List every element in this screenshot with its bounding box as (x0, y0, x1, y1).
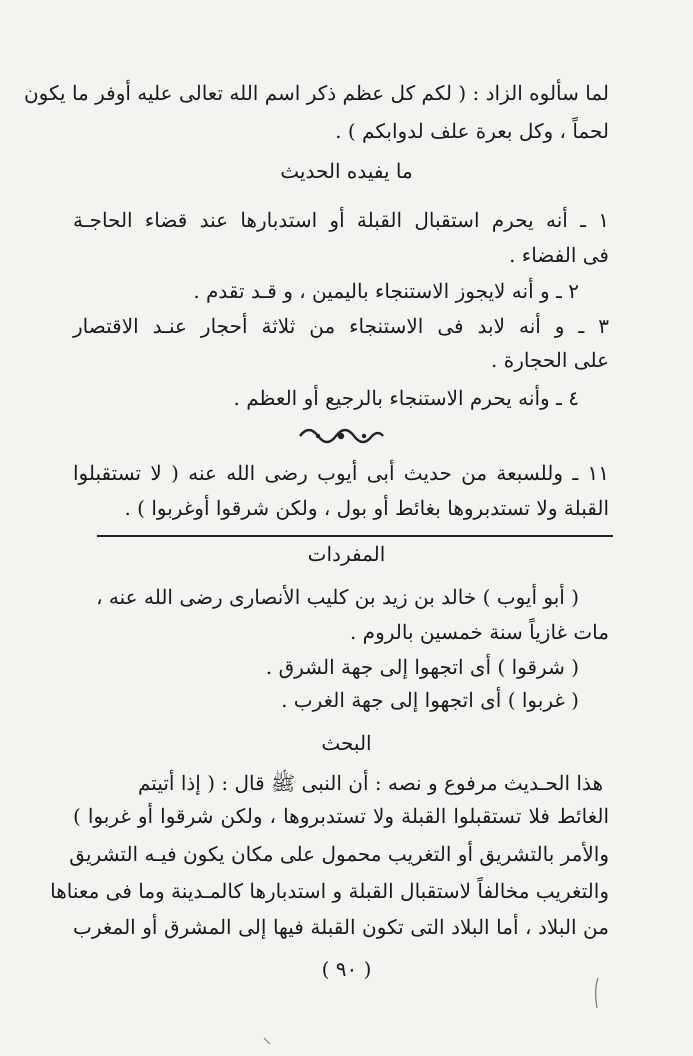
benefit-line-4: ٣ ـ و أنه لابد فى الاستنجاء من ثلاثة أحجار عنـد الاقتصار (73, 314, 609, 338)
vocab-line-3: ( شرقوا ) أى اتجهوا إلى جهة الشرق . (265, 655, 579, 679)
section-divider (97, 535, 613, 537)
research-heading: البحث (321, 731, 372, 755)
benefit-line-5: على الحجارة . (491, 348, 609, 372)
decorative-ornament (296, 427, 386, 445)
benefits-heading: ما يفيده الحديث (280, 159, 413, 183)
vocab-line-1: ( أبو أيوب ) خالد بن زيد بن كليب الأنصارى رضى الله عنه ، (96, 585, 579, 609)
scan-mark (262, 1036, 272, 1046)
intro-line-1: لما سألوه الزاد : ( لكم كل عظم ذكر اسم الله تعالى عليه أوفر ما يكون (23, 81, 609, 105)
benefit-line-2: فى الفضاء . (509, 243, 609, 267)
research-line-4: والتغريب مخالفاً لاستقبال القبلة و استدبارها كالمـدينة وما فى معناها (50, 879, 609, 903)
vocab-heading: المفردات (307, 542, 386, 566)
research-line-2: الغائط فلا تستقبلوا القبلة ولا تستدبروها ، ولكن شرقوا أو غربوا ) (73, 804, 609, 828)
benefit-line-6: ٤ ـ وأنه يحرم الاستنجاء بالرجيع أو العظم . (233, 386, 579, 410)
benefit-line-1: ١ ـ أنه يحرم استقبال القبلة أو استدبارها عند قضاء الحاجـة (73, 208, 609, 232)
research-line-1: هذا الحـديث مرفوع و نصه : أن النبى ﷺ قال : ( إذا أتيتم (137, 771, 603, 795)
hadith-line-2: القبلة ولا تستدبروها بغائط أو بول ، ولكن شرقوا أوغربوا ) . (124, 496, 609, 520)
research-line-3: والأمر بالتشريق أو التغريب محمول على مكان يكون فيـه التشريق (69, 842, 609, 866)
hadith-line-1: ١١ ـ وللسبعة من حديث أبى أيوب رضى الله عنه ( لا تستقبلوا (73, 461, 609, 485)
benefit-line-3: ٢ ـ و أنه لايجوز الاستنجاء باليمين ، و قـد تقدم . (193, 279, 579, 303)
research-line-5: من البلاد ، أما البلاد التى تكون القبلة فيها إلى المشرق أو المغرب (73, 915, 609, 939)
vocab-line-4: ( غربوا ) أى اتجهوا إلى جهة الغرب . (281, 688, 579, 712)
vocab-line-2: مات غازياً سنة خمسين بالروم . (349, 620, 609, 644)
page-number: ( ٩٠ ) (321, 957, 372, 981)
intro-line-2: لحماً ، وكل بعرة علف لدوابكم ) . (335, 119, 609, 143)
